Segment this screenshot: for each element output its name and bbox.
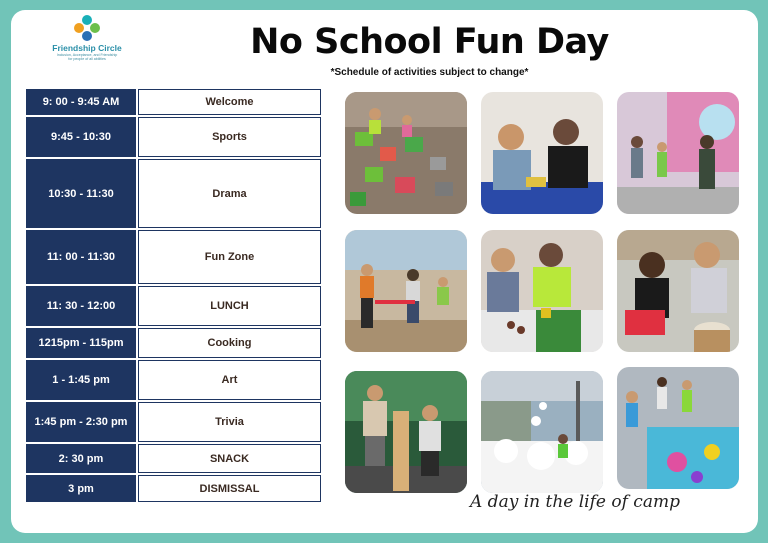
activity-cell: Drama — [138, 159, 321, 228]
time-cell: 1215pm - 115pm — [26, 328, 136, 358]
time-cell: 1:45 pm - 2:30 pm — [26, 402, 136, 442]
activity-cell: LUNCH — [138, 286, 321, 326]
photo-block-tower — [345, 371, 467, 493]
schedule-row — [26, 117, 321, 157]
photo-cooking — [481, 230, 603, 352]
friendship-circle-logo — [47, 15, 127, 61]
schedule-row — [26, 360, 321, 400]
time-cell: 9: 00 - 9:45 AM — [26, 89, 136, 115]
activity-cell: Trivia — [138, 402, 321, 442]
schedule-table — [26, 89, 321, 502]
activity-cell: Art — [138, 360, 321, 400]
logo-name: Friendship Circle — [52, 43, 122, 53]
activity-cell: SNACK — [138, 444, 321, 473]
activity-cell: Cooking — [138, 328, 321, 358]
page-subtitle: *Schedule of activities subject to change* — [330, 67, 529, 78]
time-cell: 11: 00 - 11:30 — [26, 230, 136, 284]
schedule-row — [26, 230, 321, 284]
schedule-row — [26, 286, 321, 326]
time-cell: 9:45 - 10:30 — [26, 117, 136, 157]
photo-foam-party — [481, 371, 603, 493]
photo-mural-wall — [617, 92, 739, 214]
activity-cell: DISMISSAL — [138, 475, 321, 502]
schedule-row — [26, 89, 321, 115]
logo-circle-icon — [74, 15, 100, 41]
photo-foam-pit — [345, 92, 467, 214]
activity-cell: Welcome — [138, 89, 321, 115]
logo-tagline: Inclusion, Acceptance, and Friendship — [56, 53, 118, 57]
schedule-row — [26, 402, 321, 442]
photo-craft-table — [481, 92, 603, 214]
schedule-row — [26, 475, 321, 502]
time-cell: 11: 30 - 12:00 — [26, 286, 136, 326]
photo-drums — [617, 230, 739, 352]
photo-gym-play — [345, 230, 467, 352]
photo-caption: A day in the life of camp — [470, 492, 680, 512]
schedule-row — [26, 159, 321, 228]
logo-tagline-2: for people of all abilities — [68, 57, 106, 62]
photo-floor-game — [617, 367, 739, 489]
activity-cell: Fun Zone — [138, 230, 321, 284]
time-cell: 10:30 - 11:30 — [26, 159, 136, 228]
schedule-row — [26, 444, 321, 473]
page-title: No School Fun Day — [250, 22, 609, 62]
schedule-row — [26, 328, 321, 358]
time-cell: 3 pm — [26, 475, 136, 502]
activity-cell: Sports — [138, 117, 321, 157]
time-cell: 1 - 1:45 pm — [26, 360, 136, 400]
time-cell: 2: 30 pm — [26, 444, 136, 473]
